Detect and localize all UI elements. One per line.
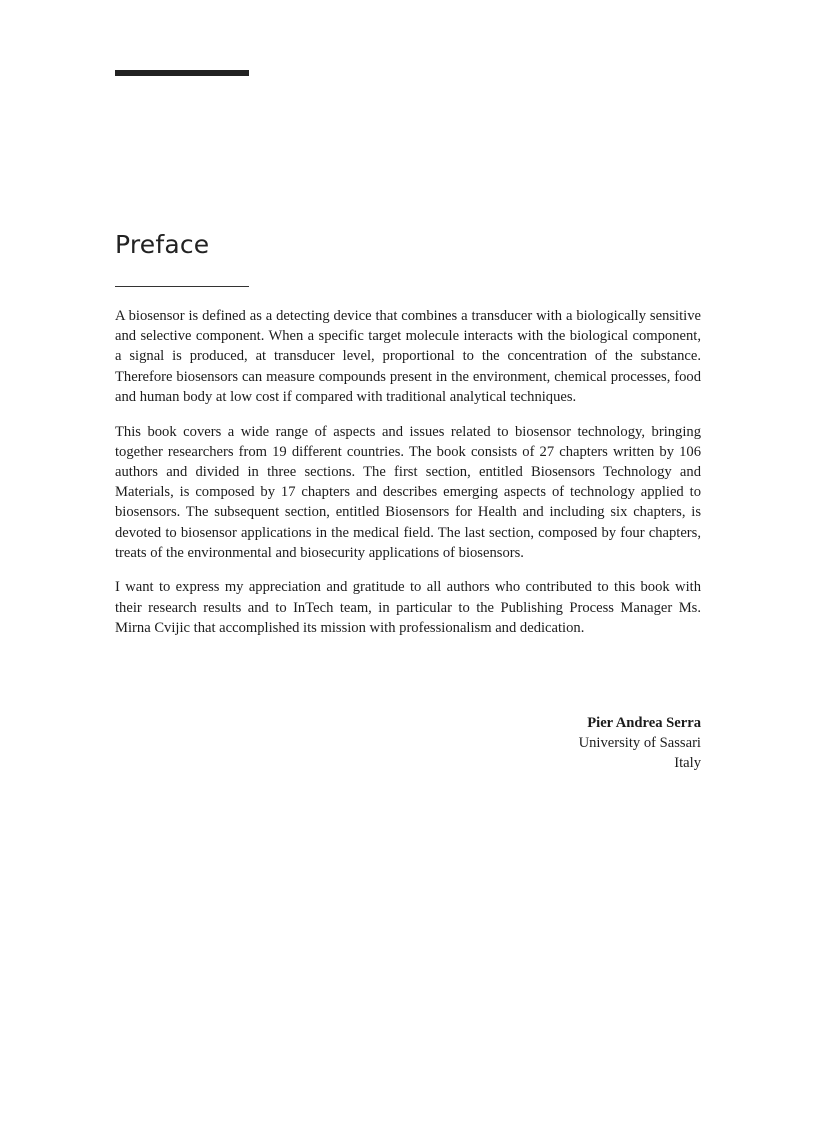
paragraph-book-overview: This book covers a wide range of aspects and issues related to biosensor technology, bringing together researchers from 19 different countries. The book consists of 27 chapters written by 106 authors and divided in three sections. The first section, entitled Biosensors Technology and Materials, is composed by 17 chapters and describes emerging aspects of technology applied to biosensors. The subsequent section, entitled Biosensors for Health and including six chapters, is devoted to biosensor applications in the medical field. The last section, composed by four chapters, treats of the environmental and biosecurity applications of biosensors. xyxy=(115,423,701,561)
paragraph-acknowledgements: I want to express my appreciation and gratitude to all authors who contributed to this book with their research results and to InTech team, in particular to the Publishing Process Manager Ms. Mirna Cvijic that accomplished its mission with professionalism and dedication. xyxy=(115,579,701,636)
preface-body xyxy=(115,306,701,653)
paragraph-definition: A biosensor is defined as a detecting device that combines a transducer with a biologically sensitive and selective component. When a specific target molecule interacts with the biological component, a signal is produced, at transducer level, proportional to the concentration of the substance. Therefore biosensors can measure compounds present in the environment, chemical processes, food and human body at low cost if compared with traditional analytical techniques. xyxy=(115,308,701,405)
signature-country: Italy xyxy=(674,755,701,772)
title-underline-rule xyxy=(115,286,249,287)
signature-block xyxy=(400,713,701,774)
top-decorative-rule xyxy=(115,70,249,76)
signature-author: Pier Andrea Serra xyxy=(587,715,701,731)
page-title: Preface xyxy=(115,230,210,259)
signature-affiliation: University of Sassari xyxy=(578,735,701,752)
